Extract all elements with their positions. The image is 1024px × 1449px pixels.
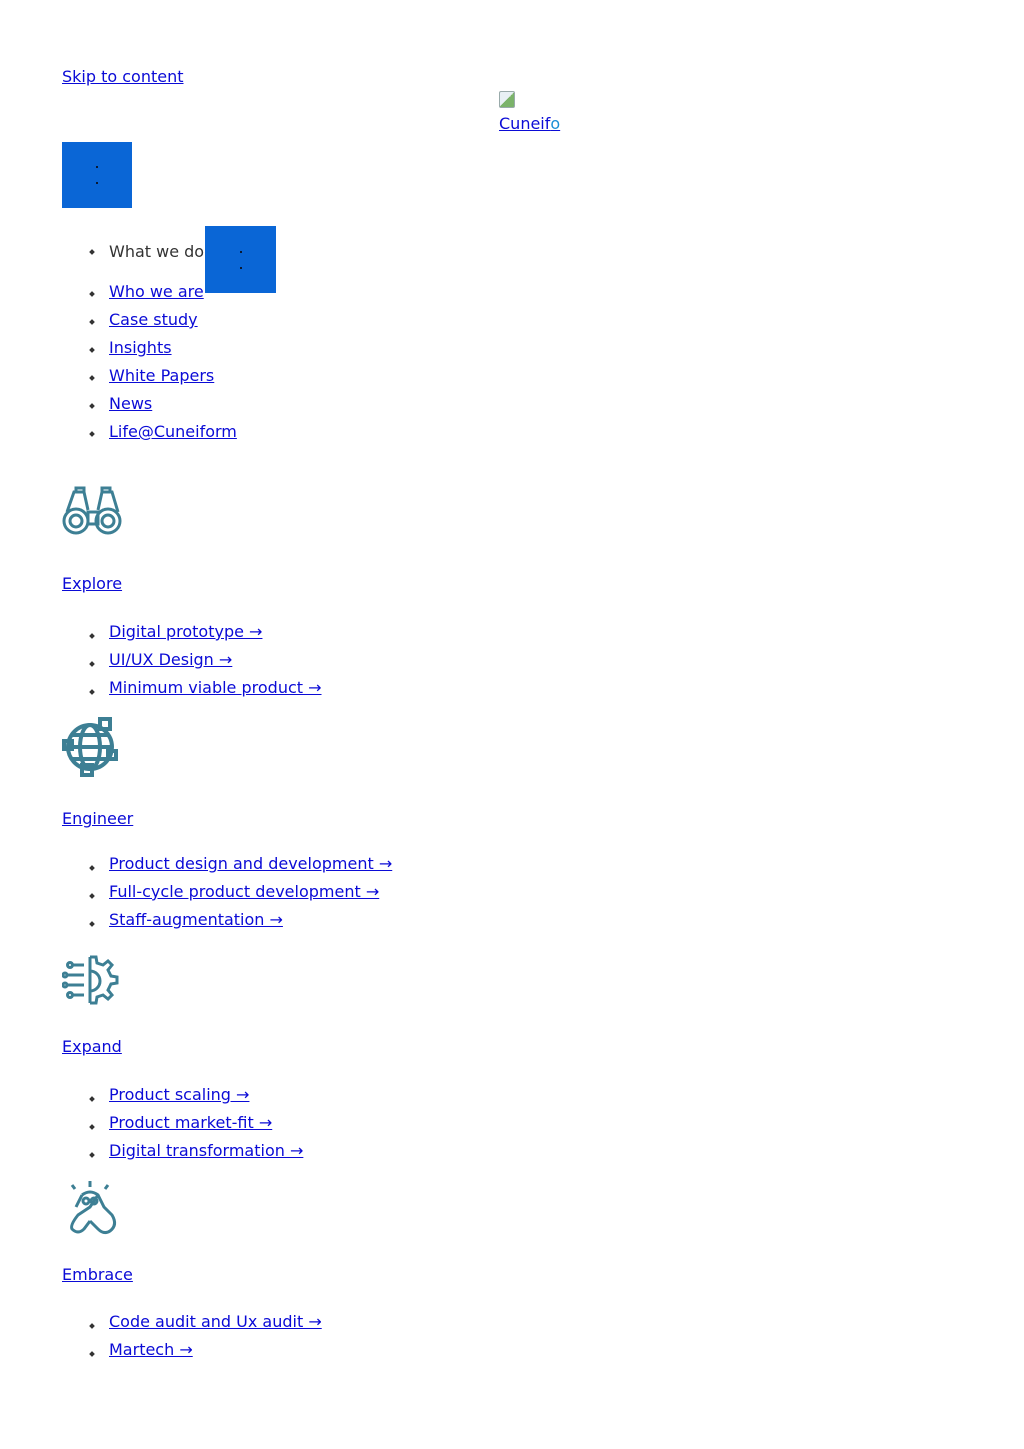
service-link[interactable]: Martech → [109, 1340, 193, 1359]
service-link[interactable]: Digital transformation → [109, 1141, 304, 1160]
binoculars-icon [62, 486, 124, 538]
list-item [62, 646, 762, 674]
section-title-link[interactable]: Embrace [62, 1265, 133, 1284]
skip-to-content-link[interactable]: Skip to content [62, 67, 184, 86]
list-item [62, 1081, 762, 1109]
service-link[interactable]: Digital prototype → [109, 622, 263, 641]
section-embrace [62, 1179, 762, 1364]
gear-circuit-icon [62, 951, 120, 1011]
list-item [62, 1336, 762, 1364]
submenu-dot-icon [240, 267, 242, 269]
section-engineer [62, 717, 762, 934]
menu-dot-icon [96, 182, 98, 184]
submenu-dot-icon [240, 251, 242, 253]
logo-text: Cuneif [499, 114, 551, 133]
nav-item-news [62, 390, 662, 418]
main-navigation [62, 226, 662, 446]
list-item [62, 1308, 762, 1336]
nav-item-what-we-do [62, 226, 662, 278]
globe-circuit-icon [62, 717, 120, 777]
nav-link[interactable]: Life@Cuneiform [109, 422, 237, 441]
section-explore [62, 486, 762, 702]
menu-toggle-button[interactable] [62, 142, 132, 208]
service-link[interactable]: Full-cycle product development → [109, 882, 380, 901]
nav-item-who-we-are [62, 278, 662, 306]
service-link[interactable]: Product design and development → [109, 854, 393, 873]
list-item [62, 1137, 762, 1165]
nav-link[interactable]: Insights [109, 338, 172, 357]
section-list [62, 1308, 762, 1364]
list-item [62, 674, 762, 702]
section-title-link[interactable]: Explore [62, 574, 123, 593]
list-item [62, 878, 762, 906]
nav-link[interactable]: Case study [109, 310, 198, 329]
nav-item-insights [62, 334, 662, 362]
nav-item-white-papers [62, 362, 662, 390]
nav-link[interactable]: White Papers [109, 366, 215, 385]
section-list [62, 1081, 762, 1165]
list-item [62, 906, 762, 934]
logo-image [499, 91, 515, 108]
nav-item-life-cuneiform [62, 418, 662, 446]
section-title-link[interactable]: Expand [62, 1037, 122, 1056]
site-logo [499, 91, 579, 133]
list-item [62, 850, 762, 878]
service-link[interactable]: Minimum viable product → [109, 678, 322, 697]
service-link[interactable]: UI/UX Design → [109, 650, 233, 669]
section-title-link[interactable]: Engineer [62, 809, 134, 828]
service-link[interactable]: Product market-fit → [109, 1113, 273, 1132]
menu-dot-icon [96, 166, 98, 168]
nav-link[interactable]: News [109, 394, 153, 413]
nav-item-case-study [62, 306, 662, 334]
service-link[interactable]: Product scaling → [109, 1085, 250, 1104]
service-link[interactable]: Staff-augmentation → [109, 910, 283, 929]
nav-item-label: What we do [109, 242, 205, 261]
section-expand [62, 951, 762, 1165]
list-item [62, 1109, 762, 1137]
logo-text-accent: o [550, 114, 561, 133]
logo-link[interactable] [499, 114, 560, 133]
section-list [62, 850, 762, 934]
nav-link[interactable]: Who we are [109, 282, 204, 301]
section-list [62, 618, 762, 702]
list-item [62, 618, 762, 646]
handshake-icon [62, 1179, 120, 1239]
service-link[interactable]: Code audit and Ux audit → [109, 1312, 322, 1331]
